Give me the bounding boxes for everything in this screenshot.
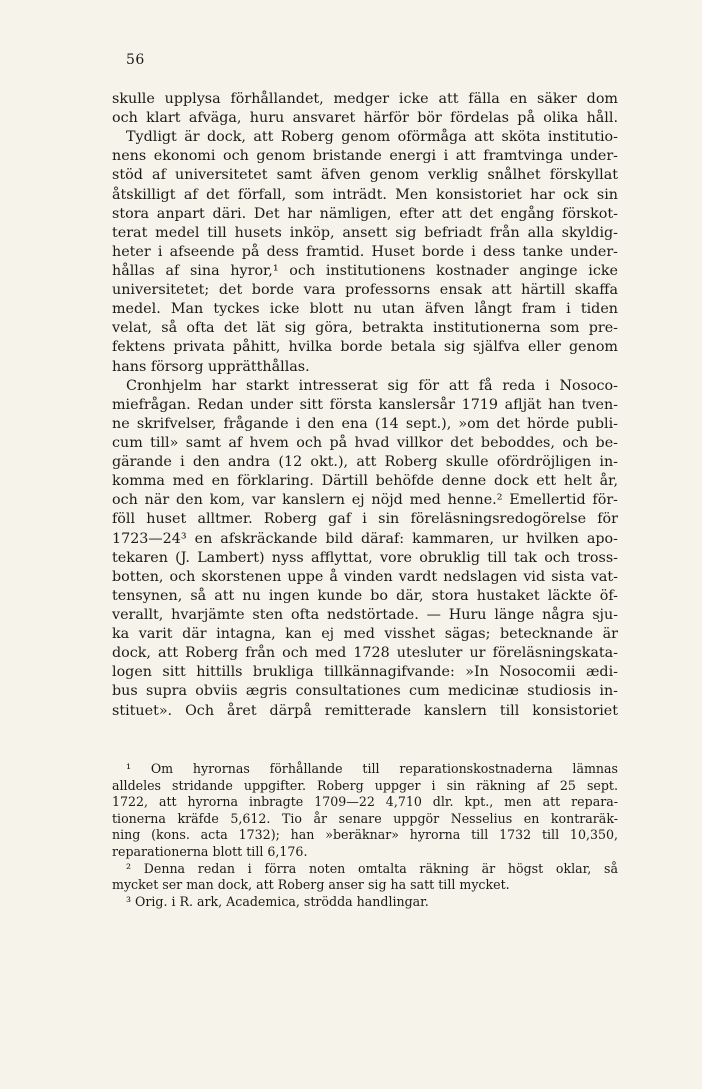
- text-line: och när den kom, var kanslern ej nöjd med henne.² Emellertid för-: [112, 492, 618, 509]
- text-line: logen sitt hittills brukliga tillkännagifvande: »In Nosocomii ædi-: [112, 664, 618, 681]
- text-line: 1723—24³ en afskräckande bild däraf: kammaren, ur hvilken apo-: [112, 530, 618, 547]
- text-line: stöd af universitetet samt äfven genom verklig snålhet förskyllat: [112, 167, 618, 184]
- text-line: botten, och skorstenen uppe å vinden vardt nedslagen vid sista vat-: [112, 568, 618, 585]
- text-line: nens ekonomi och genom bristande energi i att framtvinga under-: [112, 148, 618, 165]
- text-line: ne skrifvelser, frågande i den ena (14 sept.), »om det hörde publi-: [112, 415, 618, 432]
- text-line: miefrågan. Redan under sitt första kanslersår 1719 afljät han tven-: [112, 396, 618, 413]
- footnote-line: tionerna kräfde 5,612. Tio år senare uppgör Nesselius en kontraräk-: [112, 810, 618, 826]
- text-line: bus supra obviis ægris consultationes cum medicinæ studiosis in-: [112, 683, 618, 700]
- footnote-line: ¹ Om hyrornas förhållande till reparationskostnaderna lämnas: [126, 761, 618, 776]
- text-line: och klart afväga, huru ansvaret härför bör fördelas på olika håll.: [112, 110, 618, 127]
- text-line: skulle upplysa förhållandet, medger icke att fälla en säker dom: [112, 91, 618, 107]
- page-number: 56: [126, 52, 145, 68]
- footnote-line: ³ Orig. i R. ark, Academica, strödda handlingar.: [126, 893, 429, 909]
- text-line: Cronhjelm har starkt intresserat sig för att få reda i Nosoco-: [126, 377, 618, 394]
- text-line: verallt, hvarjämte sten ofta nedstörtade. — Huru länge några sju-: [112, 606, 618, 623]
- text-line: hans försorg upprätthållas.: [112, 358, 310, 375]
- text-line: tensynen, så att nu ingen kunde bo där, stora hustaket läckte öf-: [112, 587, 618, 604]
- text-line: terat medel till husets inköp, ansett sig befriadt från alla skyldig-: [112, 224, 618, 241]
- text-line: komma med en förklaring. Därtill behöfde denne dock ett helt år,: [112, 473, 618, 490]
- text-line: dock, att Roberg från och med 1728 utesluter ur föreläsningskata-: [112, 645, 618, 662]
- text-line: stora anpart däri. Det har nämligen, efter att det engång förskot-: [112, 205, 618, 222]
- text-line: åtskilligt af det förfall, som inträdt. Men konsistoriet har ock sin: [112, 186, 618, 203]
- text-line: hållas af sina hyror,¹ och institutionens kostnader anginge icke: [112, 262, 618, 279]
- footnote-line: alldeles stridande uppgifter. Roberg uppger i sin räkning af 25 sept.: [112, 777, 618, 793]
- footnote-line: mycket ser man dock, att Roberg anser sig ha satt till mycket.: [112, 877, 510, 893]
- text-line: fektens privata påhitt, hvilka borde betala sig själfva eller genom: [112, 339, 618, 356]
- text-line: Tydligt är dock, att Roberg genom oförmåga att sköta institutio-: [126, 129, 618, 146]
- body-text: [112, 90, 618, 721]
- text-line: heter i afseende på dess framtid. Huset borde i dess tanke under-: [112, 243, 618, 260]
- footnote-line: ning (kons. acta 1732); han »beräknar» hyrorna till 1732 till 10,350,: [112, 827, 618, 843]
- text-line: cum till» samt af hvem och på hvad villkor det beboddes, och be-: [112, 434, 618, 451]
- footnote-line: ² Denna redan i förra noten omtalta räkning är högst oklar, så: [126, 860, 618, 876]
- text-line: föll huset alltmer. Roberg gaf i sin föreläsningsredogörelse för: [112, 511, 618, 528]
- footnote-line: reparationerna blott till 6,176.: [112, 843, 308, 859]
- text-line: stituet». Och året därpå remitterade kanslern till konsistoriet: [112, 702, 618, 719]
- text-line: universitetet; det borde vara professorns ensak att härtill skaffa: [112, 282, 618, 299]
- text-line: velat, så ofta det lät sig göra, betrakta institutionerna som pre-: [112, 320, 618, 337]
- text-line: ka varit där intagna, kan ej med visshet sägas; betecknande är: [112, 626, 618, 643]
- text-line: tekaren (J. Lambert) nyss afflyttat, vore obruklig till tak och tross-: [112, 549, 618, 566]
- text-line: gärande i den andra (12 okt.), att Roberg skulle ofördröjligen in-: [112, 454, 618, 471]
- footnote-line: 1722, att hyrorna inbragte 1709—22 4,710 dlr. kpt., men att repara-: [112, 794, 618, 810]
- text-line: medel. Man tyckes icke blott nu utan äfven långt fram i tiden: [112, 301, 618, 318]
- footnotes: [112, 761, 618, 910]
